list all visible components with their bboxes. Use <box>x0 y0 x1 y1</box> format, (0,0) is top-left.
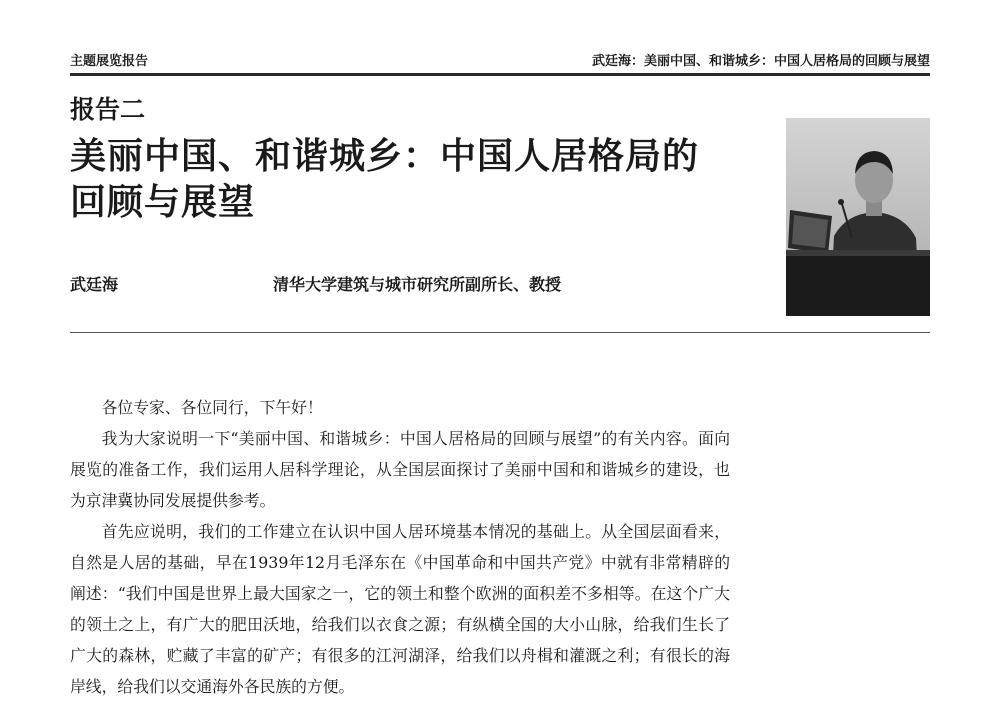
report-label: 报告二 <box>70 95 146 124</box>
page-title: 美丽中国、和谐城乡：中国人居格局的回顾与展望 <box>70 136 700 223</box>
paragraph: 首先应说明，我们的工作建立在认识中国人居环境基本情况的基础上。从全国层面看来，自然是人居的基础，早在1939年12月毛泽东在《中国革命和中国共产党》中就有非常精辟的阐述：“我们中国是世界上最大国家之一，它的领土和整个欧洲的面积差不多相等。在这个广大的领土之上，有广大的肥田沃地，给我们以衣食之源；有纵横全国的大小山脉，给我们生长了广大的森林，贮藏了丰富的矿产；有很多的江河湖泽，给我们以舟楫和灌溉之利；有很长的海岸线，给我们以交通海外各民族的方便。 <box>70 522 730 696</box>
section-header: 主题展览报告 <box>70 54 149 69</box>
paragraph: 我为大家说明一下“美丽中国、和谐城乡：中国人居格局的回顾与展望”的有关内容。面向展览的准备工作，我们运用人居科学理论，从全国层面探讨了美丽中国和和谐城乡的建设，也为京津冀协同发展提供参考。 <box>70 429 730 510</box>
author-name: 武廷海 <box>70 275 119 294</box>
content-divider <box>70 332 930 333</box>
author-affiliation: 清华大学建筑与城市研究所副所长、教授 <box>273 275 562 294</box>
running-title: 武廷海：美丽中国、和谐城乡：中国人居格局的回顾与展望 <box>591 54 930 69</box>
body-text <box>70 392 730 702</box>
header-divider <box>70 73 930 76</box>
paragraph: 各位专家、各位同行，下午好！ <box>101 398 323 417</box>
speaker-photo <box>786 118 930 316</box>
